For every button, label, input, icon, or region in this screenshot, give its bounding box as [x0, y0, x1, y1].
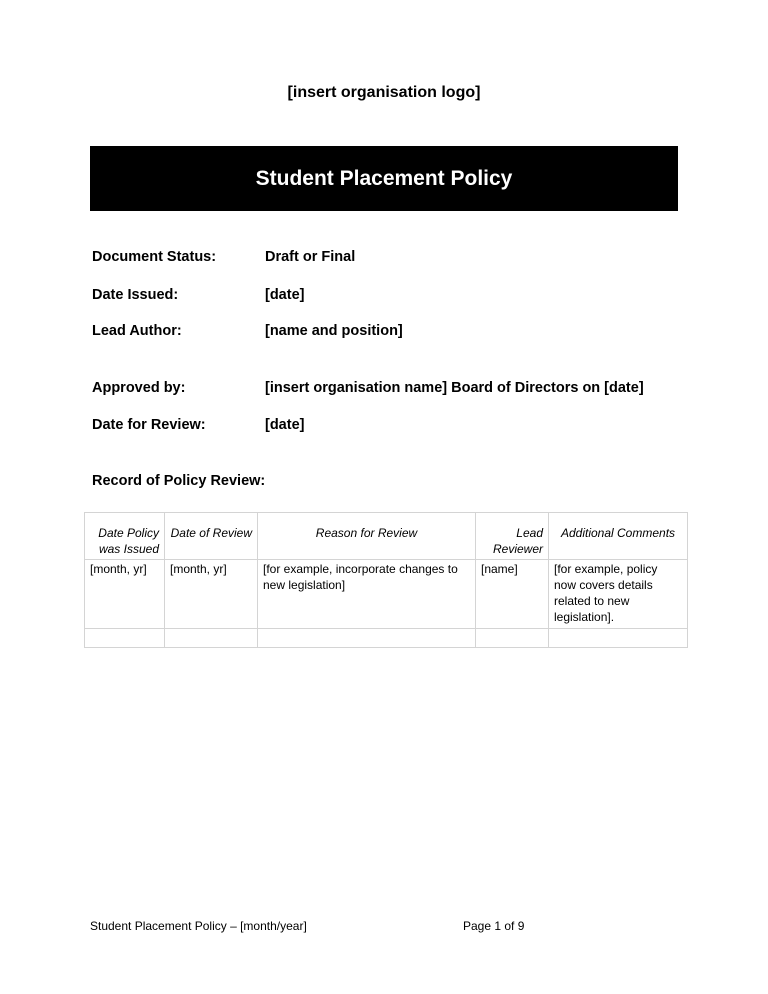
- meta-label: Document Status:: [92, 249, 217, 265]
- meta-value: Draft or Final: [265, 249, 356, 265]
- logo-placeholder: [insert organisation logo]: [287, 84, 481, 101]
- document-title-banner: [90, 146, 678, 211]
- column-header: Date of Review: [165, 513, 258, 560]
- meta-value: [date]: [265, 287, 305, 303]
- column-header: Additional Comments: [549, 513, 688, 560]
- document-title: Student Placement Policy: [255, 166, 513, 190]
- meta-label: Date for Review:: [92, 417, 206, 433]
- column-header: Lead Reviewer: [476, 513, 549, 560]
- meta-value: [insert organisation name] Board of Directors on [date]: [265, 380, 644, 396]
- column-header: Date Policy was Issued: [85, 513, 165, 560]
- review-section-heading: Record of Policy Review:: [92, 473, 266, 489]
- table-cell: [85, 629, 165, 648]
- table-cell: [549, 629, 688, 648]
- meta-label: Date Issued:: [92, 287, 179, 303]
- table-cell: [for example, incorporate changes to new legislation]: [258, 560, 476, 629]
- table-cell: [month, yr]: [85, 560, 165, 629]
- column-header: Reason for Review: [258, 513, 476, 560]
- policy-review-table: [84, 512, 688, 648]
- footer-page-number: Page 1 of 9: [463, 919, 525, 933]
- meta-value: [date]: [265, 417, 305, 433]
- table-cell: [name]: [476, 560, 549, 629]
- meta-label: Lead Author:: [92, 323, 182, 339]
- footer-document-name: Student Placement Policy – [month/year]: [90, 919, 307, 933]
- table-cell: [476, 629, 549, 648]
- meta-label: Approved by:: [92, 380, 186, 396]
- table-header-row: [85, 513, 688, 560]
- table-row: [85, 560, 688, 629]
- table-cell: [month, yr]: [165, 560, 258, 629]
- table-cell: [258, 629, 476, 648]
- table-cell: [165, 629, 258, 648]
- meta-value: [name and position]: [265, 323, 403, 339]
- table-cell: [for example, policy now covers details related to new legislation].: [549, 560, 688, 629]
- table-row: [85, 629, 688, 648]
